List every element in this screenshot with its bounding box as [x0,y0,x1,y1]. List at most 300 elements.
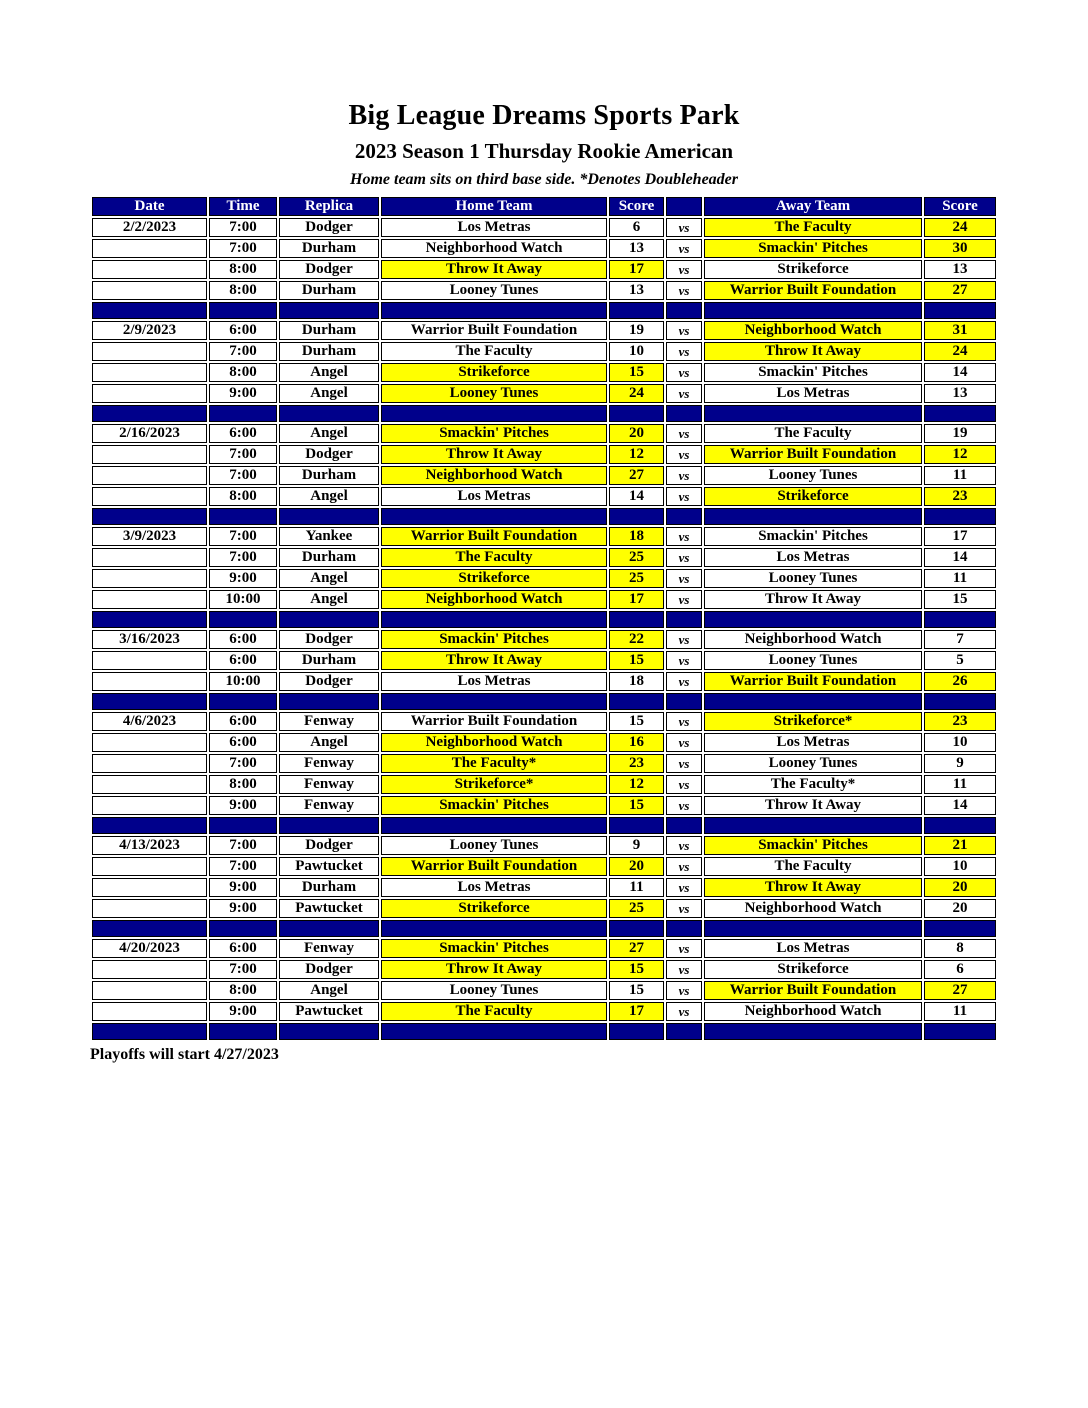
date-cell [92,857,207,876]
replica-cell: Fenway [279,775,379,794]
home-team-cell: Strikeforce* [381,775,607,794]
home-score-cell: 10 [609,342,664,361]
away-team-cell: Neighborhood Watch [704,899,922,918]
separator-cell [704,405,922,422]
away-team-cell: Looney Tunes [704,754,922,773]
vs-cell: vs [666,651,702,670]
separator-cell [92,302,207,319]
time-cell: 9:00 [209,384,277,403]
replica-cell: Durham [279,548,379,567]
home-team-cell: Smackin' Pitches [381,630,607,649]
game-row [92,651,996,670]
game-row [92,754,996,773]
away-team-cell: Smackin' Pitches [704,527,922,546]
time-cell: 8:00 [209,487,277,506]
home-score-cell: 15 [609,796,664,815]
date-cell [92,281,207,300]
separator-cell [92,611,207,628]
vs-cell: vs [666,384,702,403]
home-score-cell: 9 [609,836,664,855]
header-vs [666,197,702,216]
home-team-cell: Los Metras [381,487,607,506]
separator-cell [92,693,207,710]
away-team-cell: Warrior Built Foundation [704,445,922,464]
away-team-cell: Strikeforce [704,260,922,279]
game-row [92,342,996,361]
game-row [92,857,996,876]
home-score-cell: 15 [609,712,664,731]
separator-cell [279,817,379,834]
game-row [92,939,996,958]
separator-row [92,817,996,834]
away-team-cell: The Faculty [704,218,922,237]
home-score-cell: 18 [609,527,664,546]
separator-cell [279,302,379,319]
separator-cell [924,611,996,628]
home-team-cell: Los Metras [381,218,607,237]
separator-cell [704,817,922,834]
date-cell [92,384,207,403]
date-cell [92,569,207,588]
vs-cell: vs [666,342,702,361]
separator-cell [666,611,702,628]
separator-cell [279,920,379,937]
home-score-cell: 17 [609,1002,664,1021]
home-score-cell: 20 [609,857,664,876]
vs-cell: vs [666,981,702,1000]
home-team-cell: Throw It Away [381,960,607,979]
home-team-cell: The Faculty [381,548,607,567]
away-score-cell: 11 [924,569,996,588]
replica-cell: Pawtucket [279,857,379,876]
vs-cell: vs [666,939,702,958]
separator-cell [924,693,996,710]
away-team-cell: Los Metras [704,733,922,752]
away-score-cell: 19 [924,424,996,443]
home-team-cell: Neighborhood Watch [381,239,607,258]
away-score-cell: 26 [924,672,996,691]
time-cell: 7:00 [209,527,277,546]
replica-cell: Angel [279,487,379,506]
game-row [92,899,996,918]
date-cell [92,754,207,773]
schedule-table-body [92,218,996,1040]
vs-cell: vs [666,466,702,485]
time-cell: 9:00 [209,796,277,815]
header-replica: Replica [279,197,379,216]
replica-cell: Durham [279,466,379,485]
replica-cell: Fenway [279,754,379,773]
replica-cell: Angel [279,569,379,588]
replica-cell: Pawtucket [279,899,379,918]
replica-cell: Durham [279,651,379,670]
separator-cell [209,1023,277,1040]
separator-cell [609,1023,664,1040]
replica-cell: Angel [279,424,379,443]
date-cell [92,466,207,485]
game-row [92,878,996,897]
away-score-cell: 8 [924,939,996,958]
separator-cell [279,508,379,525]
away-team-cell: Looney Tunes [704,466,922,485]
separator-cell [609,508,664,525]
vs-cell: vs [666,754,702,773]
replica-cell: Dodger [279,672,379,691]
vs-cell: vs [666,672,702,691]
time-cell: 7:00 [209,754,277,773]
away-score-cell: 17 [924,527,996,546]
date-cell: 2/16/2023 [92,424,207,443]
separator-cell [666,405,702,422]
home-team-cell: Warrior Built Foundation [381,321,607,340]
time-cell: 9:00 [209,899,277,918]
game-row [92,836,996,855]
game-row [92,445,996,464]
away-score-cell: 20 [924,899,996,918]
home-score-cell: 27 [609,939,664,958]
away-score-cell: 11 [924,775,996,794]
home-score-cell: 15 [609,651,664,670]
away-score-cell: 14 [924,796,996,815]
game-row [92,218,996,237]
time-cell: 6:00 [209,712,277,731]
home-score-cell: 27 [609,466,664,485]
home-score-cell: 17 [609,260,664,279]
date-cell: 3/9/2023 [92,527,207,546]
replica-cell: Dodger [279,445,379,464]
separator-row [92,508,996,525]
game-row [92,384,996,403]
home-team-cell: The Faculty* [381,754,607,773]
time-cell: 8:00 [209,260,277,279]
schedule-table [90,195,998,1042]
separator-cell [92,817,207,834]
replica-cell: Durham [279,878,379,897]
game-row [92,363,996,382]
time-cell: 9:00 [209,1002,277,1021]
home-score-cell: 14 [609,487,664,506]
separator-cell [279,611,379,628]
away-team-cell: Throw It Away [704,878,922,897]
separator-cell [704,1023,922,1040]
replica-cell: Fenway [279,712,379,731]
home-score-cell: 17 [609,590,664,609]
away-score-cell: 9 [924,754,996,773]
home-score-cell: 12 [609,445,664,464]
separator-cell [381,302,607,319]
away-score-cell: 21 [924,836,996,855]
separator-cell [92,1023,207,1040]
home-team-cell: Smackin' Pitches [381,424,607,443]
away-team-cell: The Faculty* [704,775,922,794]
vs-cell: vs [666,590,702,609]
home-team-cell: Neighborhood Watch [381,590,607,609]
game-row [92,630,996,649]
home-score-cell: 25 [609,899,664,918]
away-team-cell: Strikeforce [704,960,922,979]
time-cell: 8:00 [209,775,277,794]
home-team-cell: Los Metras [381,672,607,691]
away-score-cell: 24 [924,218,996,237]
home-score-cell: 25 [609,548,664,567]
date-cell [92,796,207,815]
separator-cell [381,817,607,834]
separator-cell [609,817,664,834]
header-date: Date [92,197,207,216]
home-team-cell: Throw It Away [381,445,607,464]
date-cell [92,260,207,279]
home-score-cell: 19 [609,321,664,340]
away-team-cell: Strikeforce [704,487,922,506]
away-score-cell: 11 [924,466,996,485]
date-cell: 2/2/2023 [92,218,207,237]
time-cell: 6:00 [209,733,277,752]
home-team-cell: Los Metras [381,878,607,897]
date-cell [92,548,207,567]
header-time: Time [209,197,277,216]
home-score-cell: 24 [609,384,664,403]
away-team-cell: Strikeforce* [704,712,922,731]
date-cell [92,672,207,691]
game-row [92,487,996,506]
vs-cell: vs [666,796,702,815]
home-score-cell: 23 [609,754,664,773]
date-cell [92,878,207,897]
replica-cell: Durham [279,321,379,340]
home-team-cell: Throw It Away [381,260,607,279]
home-score-cell: 20 [609,424,664,443]
time-cell: 10:00 [209,590,277,609]
vs-cell: vs [666,260,702,279]
game-row [92,796,996,815]
time-cell: 7:00 [209,857,277,876]
time-cell: 7:00 [209,239,277,258]
home-score-cell: 18 [609,672,664,691]
home-team-cell: Looney Tunes [381,384,607,403]
away-score-cell: 31 [924,321,996,340]
date-cell [92,342,207,361]
separator-cell [666,1023,702,1040]
date-cell [92,960,207,979]
game-row [92,239,996,258]
separator-cell [209,508,277,525]
away-score-cell: 13 [924,384,996,403]
separator-cell [92,405,207,422]
separator-row [92,405,996,422]
replica-cell: Durham [279,342,379,361]
away-score-cell: 10 [924,857,996,876]
replica-cell: Dodger [279,218,379,237]
vs-cell: vs [666,218,702,237]
away-team-cell: Neighborhood Watch [704,630,922,649]
home-team-cell: Warrior Built Foundation [381,712,607,731]
separator-cell [924,920,996,937]
home-team-cell: Warrior Built Foundation [381,857,607,876]
date-cell: 3/16/2023 [92,630,207,649]
vs-cell: vs [666,836,702,855]
away-team-cell: Los Metras [704,384,922,403]
home-team-cell: Warrior Built Foundation [381,527,607,546]
separator-cell [92,508,207,525]
home-score-cell: 12 [609,775,664,794]
game-row [92,569,996,588]
time-cell: 7:00 [209,836,277,855]
separator-cell [381,693,607,710]
away-team-cell: Smackin' Pitches [704,239,922,258]
home-score-cell: 13 [609,281,664,300]
separator-cell [279,1023,379,1040]
separator-cell [704,693,922,710]
vs-cell: vs [666,239,702,258]
home-score-cell: 15 [609,960,664,979]
separator-cell [609,611,664,628]
separator-cell [666,508,702,525]
time-cell: 6:00 [209,424,277,443]
separator-cell [381,405,607,422]
separator-cell [666,817,702,834]
header-away-score: Score [924,197,996,216]
separator-cell [924,508,996,525]
vs-cell: vs [666,733,702,752]
separator-cell [209,693,277,710]
separator-cell [666,920,702,937]
time-cell: 7:00 [209,342,277,361]
away-team-cell: Neighborhood Watch [704,321,922,340]
vs-cell: vs [666,363,702,382]
game-row [92,981,996,1000]
home-team-note: Home team sits on third base side. *Denotes Doubleheader [350,171,738,188]
time-cell: 6:00 [209,321,277,340]
header-home-team: Home Team [381,197,607,216]
away-score-cell: 20 [924,878,996,897]
date-cell [92,899,207,918]
game-row [92,321,996,340]
date-cell [92,775,207,794]
separator-cell [381,611,607,628]
date-cell [92,445,207,464]
away-team-cell: Looney Tunes [704,569,922,588]
vs-cell: vs [666,445,702,464]
vs-cell: vs [666,424,702,443]
away-team-cell: Throw It Away [704,796,922,815]
separator-cell [381,508,607,525]
separator-cell [609,693,664,710]
time-cell: 7:00 [209,466,277,485]
game-row [92,424,996,443]
replica-cell: Pawtucket [279,1002,379,1021]
home-team-cell: Strikeforce [381,569,607,588]
away-score-cell: 27 [924,981,996,1000]
away-team-cell: Throw It Away [704,342,922,361]
time-cell: 6:00 [209,630,277,649]
replica-cell: Fenway [279,939,379,958]
time-cell: 6:00 [209,651,277,670]
replica-cell: Angel [279,590,379,609]
separator-cell [924,817,996,834]
separator-cell [666,693,702,710]
time-cell: 8:00 [209,981,277,1000]
away-team-cell: Warrior Built Foundation [704,981,922,1000]
separator-cell [381,920,607,937]
separator-cell [924,302,996,319]
separator-cell [209,817,277,834]
vs-cell: vs [666,960,702,979]
separator-cell [209,302,277,319]
replica-cell: Fenway [279,796,379,815]
separator-cell [279,693,379,710]
away-score-cell: 10 [924,733,996,752]
separator-cell [279,405,379,422]
separator-cell [704,611,922,628]
replica-cell: Dodger [279,960,379,979]
vs-cell: vs [666,1002,702,1021]
separator-cell [666,302,702,319]
game-row [92,548,996,567]
away-score-cell: 27 [924,281,996,300]
replica-cell: Angel [279,733,379,752]
replica-cell: Angel [279,981,379,1000]
game-row [92,960,996,979]
date-cell [92,981,207,1000]
home-score-cell: 11 [609,878,664,897]
time-cell: 7:00 [209,960,277,979]
separator-cell [704,302,922,319]
replica-cell: Angel [279,384,379,403]
away-score-cell: 14 [924,548,996,567]
date-cell [92,651,207,670]
separator-cell [381,1023,607,1040]
home-team-cell: The Faculty [381,1002,607,1021]
home-team-cell: Strikeforce [381,363,607,382]
away-score-cell: 7 [924,630,996,649]
separator-cell [209,611,277,628]
home-team-cell: Strikeforce [381,899,607,918]
away-score-cell: 6 [924,960,996,979]
home-team-cell: Smackin' Pitches [381,939,607,958]
home-team-cell: Neighborhood Watch [381,466,607,485]
home-team-cell: Looney Tunes [381,281,607,300]
game-row [92,260,996,279]
separator-cell [92,920,207,937]
replica-cell: Dodger [279,630,379,649]
separator-row [92,1023,996,1040]
date-cell: 4/6/2023 [92,712,207,731]
away-team-cell: The Faculty [704,857,922,876]
date-cell: 4/20/2023 [92,939,207,958]
vs-cell: vs [666,857,702,876]
vs-cell: vs [666,712,702,731]
separator-cell [609,302,664,319]
date-cell [92,239,207,258]
home-team-cell: Smackin' Pitches [381,796,607,815]
home-team-cell: Throw It Away [381,651,607,670]
vs-cell: vs [666,281,702,300]
time-cell: 6:00 [209,939,277,958]
vs-cell: vs [666,775,702,794]
away-score-cell: 23 [924,712,996,731]
replica-cell: Yankee [279,527,379,546]
away-team-cell: Los Metras [704,939,922,958]
vs-cell: vs [666,899,702,918]
home-score-cell: 16 [609,733,664,752]
home-team-cell: Neighborhood Watch [381,733,607,752]
home-team-cell: Looney Tunes [381,981,607,1000]
page-title: Big League Dreams Sports Park [348,100,740,131]
home-score-cell: 13 [609,239,664,258]
date-cell [92,1002,207,1021]
time-cell: 8:00 [209,281,277,300]
separator-row [92,920,996,937]
